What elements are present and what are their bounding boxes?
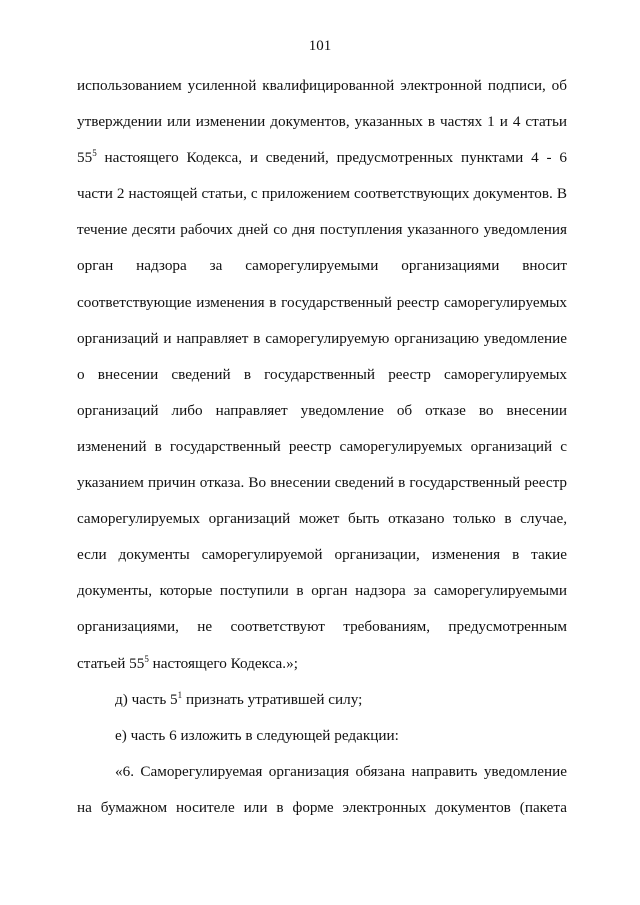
text-line: документы, которые поступили в орган надзора за саморегулируемыми: [77, 582, 567, 600]
text-line: использованием усиленной квалифицированной электронной подписи, об: [77, 77, 567, 94]
text-line: указанием причин отказа. Во внесении сведений в государственный реестр: [77, 474, 567, 492]
text-line: утверждении или изменении документов, указанных в частях 1 и 4 статьи: [77, 113, 567, 131]
body-text: [77, 76, 567, 834]
text-line: организаций и направляет в саморегулируемую организацию уведомление: [77, 329, 567, 347]
text-line: течение десяти рабочих дней со дня поступления указанного уведомления: [77, 221, 567, 239]
text-line: саморегулируемых организаций может быть отказано только в случае,: [77, 510, 567, 528]
text-line: $55^5$ настоящего Кодекса, и сведений, предусмотренных пунктами 4 - 6: [77, 148, 567, 167]
text-line: д) часть $5^1$ признать утратившей силу;: [115, 689, 363, 708]
text-line: части 2 настоящей статьи, с приложением соответствующих документов. В: [77, 185, 567, 203]
text-line: орган надзора за саморегулируемыми организациями вносит: [77, 257, 567, 275]
text-line: организаций либо направляет уведомление об отказе во внесении: [77, 401, 567, 419]
text-line: на бумажном носителе или в форме электронных документов (пакета: [77, 798, 567, 816]
text-line: «6. Саморегулируемая организация обязана направить уведомление: [115, 762, 567, 780]
text-line: о внесении сведений в государственный реестр саморегулируемых: [77, 365, 567, 383]
text-line: статьей $55^5$ настоящего Кодекса.»;: [77, 653, 298, 672]
text-line: если документы саморегулируемой организации, изменения в такие: [77, 546, 567, 564]
text-line: соответствующие изменения в государственный реестр саморегулируемых: [77, 293, 567, 311]
text-line: изменений в государственный реестр саморегулируемых организаций с: [77, 437, 567, 455]
text-line: е) часть 6 изложить в следующей редакции:: [115, 726, 399, 744]
text-line: организациями, не соответствуют требованиям, предусмотренным: [77, 618, 567, 636]
page-number: 101: [308, 38, 332, 54]
